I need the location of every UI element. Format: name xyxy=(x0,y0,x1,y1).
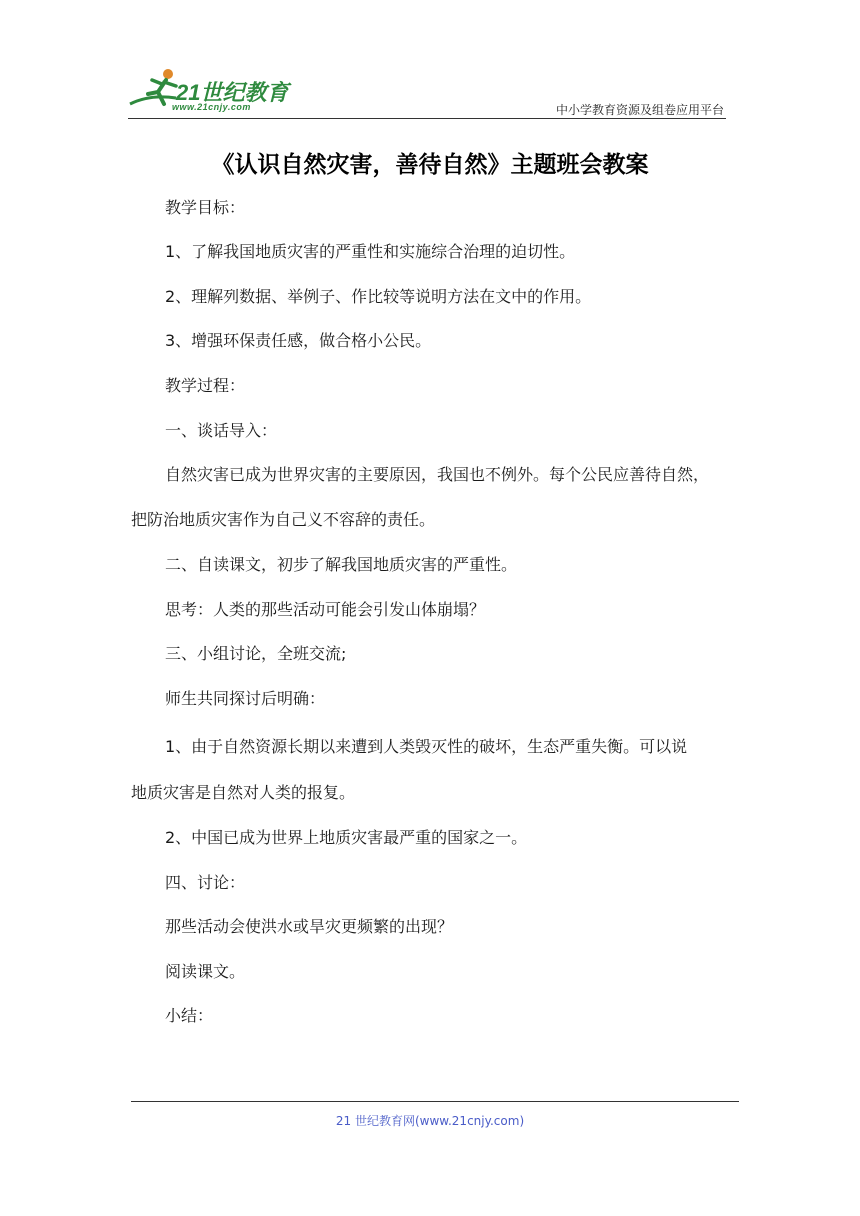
platform-name: 中小学教育资源及组卷应用平台 xyxy=(555,103,724,117)
text-line: 阅读课文。 xyxy=(165,962,246,981)
text-line: 三、小组讨论，全班交流; xyxy=(165,644,347,663)
text-line: 思考：人类的那些活动可能会引发山体崩塌？ xyxy=(165,600,486,619)
text-line: 把防治地质灾害作为自己义不容辞的责任。 xyxy=(131,510,436,529)
document-title: 《认识自然灾害，善待自然》主题班会教案 xyxy=(211,152,649,178)
header-divider xyxy=(128,118,726,119)
text-line: 教学过程： xyxy=(165,376,246,395)
logo xyxy=(128,64,298,116)
logo-url: www.21cnjy.com xyxy=(172,102,251,112)
text-line: 地质灾害是自然对人类的报复。 xyxy=(131,783,356,802)
text-line: 四、讨论： xyxy=(165,873,246,892)
footer-link[interactable]: 21 世纪教育网(www.21cnjy.com) xyxy=(335,1114,525,1128)
text-line: 2、中国已成为世界上地质灾害最严重的国家之一。 xyxy=(165,828,528,847)
text-line: 一、谈话导入： xyxy=(165,421,278,440)
text-line: 二、自读课文，初步了解我国地质灾害的严重性。 xyxy=(165,555,518,574)
text-line: 1、由于自然资源长期以来遭到人类毁灭性的破坏，生态严重失衡。可以说 xyxy=(165,737,688,756)
footer-divider xyxy=(131,1101,739,1102)
text-line: 那些活动会使洪水或旱灾更频繁的出现？ xyxy=(165,917,454,936)
text-line: 师生共同探讨后明确： xyxy=(165,689,326,708)
text-line: 小结： xyxy=(165,1006,214,1025)
text-line: 3、增强环保责任感，做合格小公民。 xyxy=(165,331,432,350)
text-line: 教学目标： xyxy=(165,198,246,217)
page-header xyxy=(128,64,726,120)
text-line: 1、了解我国地质灾害的严重性和实施综合治理的迫切性。 xyxy=(165,242,576,261)
text-line: 自然灾害已成为世界灾害的主要原因，我国也不例外。每个公民应善待自然， xyxy=(165,465,710,484)
text-line: 2、理解列数据、举例子、作比较等说明方法在文中的作用。 xyxy=(165,287,592,306)
logo-text: 21世纪教育 xyxy=(176,80,289,105)
